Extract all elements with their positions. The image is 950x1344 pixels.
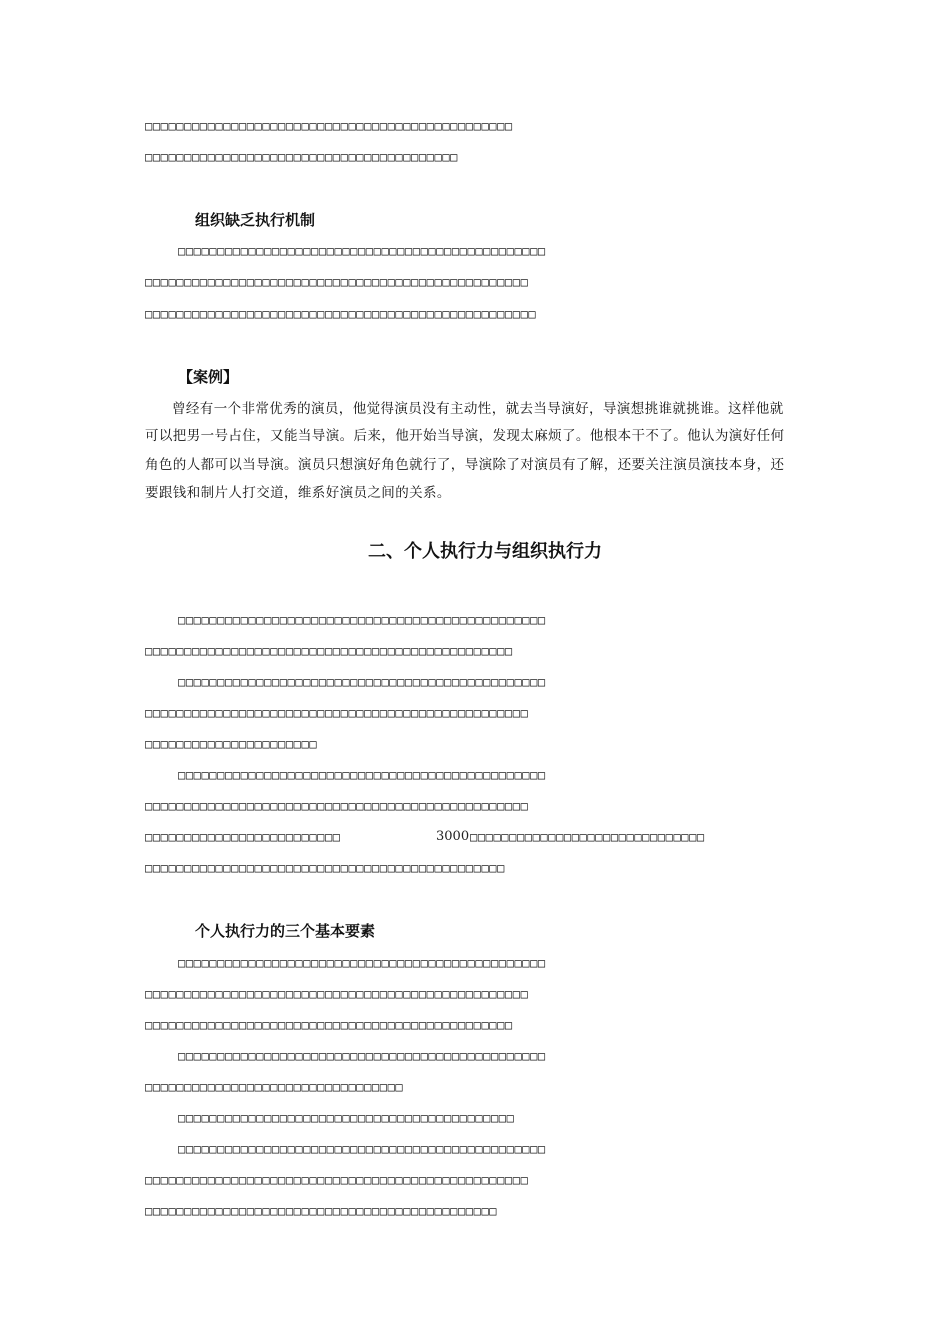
paragraph-line: □□□□□□□□□□□□□□□□□□□□□□□□□ [145, 830, 341, 844]
case-line: 角色的人都可以当导演。演员只想演好角色就行了，导演除了对演员有了解，还要关注演员演技本身，还 [145, 457, 785, 473]
paragraph-line: □□□□□□□□□□□□□□□□□□□□□□□□□□□□□□□□□□□□□□□□□□□□□□□□□□ [145, 307, 537, 321]
paragraph-line: □□□□□□□□□□□□□□□□□□□□□□□□□□□□□□□□□□□□□□□□□□□□□□□□□ [145, 275, 529, 289]
paragraph-line: □□□□□□□□□□□□□□□□□□□□□□□□□□□□□□□□□□□□□□□□□□□□□□□□□ [145, 1173, 529, 1187]
case-line: 要跟钱和制片人打交道，维系好演员之间的关系。 [145, 485, 451, 501]
paragraph-line: □□□□□□□□□□□□□□□□□□□□□□□□□□□□□□□□□□□□□□□□□□□□□□□□□ [145, 706, 529, 720]
inline-number: 3000 [436, 829, 470, 844]
paragraph-line: □□□□□□□□□□□□□□□□□□□□□□□□□□□□□□ [470, 830, 705, 844]
paragraph-line: □□□□□□□□□□□□□□□□□□□□□□□□□□□□□□□□□□□□□□□□□□□□□□ [145, 861, 505, 875]
paragraph-line: □□□□□□□□□□□□□□□□□□□□□□□□□□□□□□□□□□□□□□□□□□□□□□□ [145, 119, 513, 133]
case-line: 曾经有一个非常优秀的演员，他觉得演员没有主动性，就去当导演好，导演想挑谁就挑谁。这样他就 [172, 401, 784, 417]
paragraph-line: □□□□□□□□□□□□□□□□□□□□□□□□□□□□□□□□□ [145, 1080, 404, 1094]
paragraph-line: □□□□□□□□□□□□□□□□□□□□□□□□□□□□□□□□□□□□□□□□□□□□□□□ [178, 675, 546, 689]
paragraph-line: □□□□□□□□□□□□□□□□□□□□□□□□□□□□□□□□□□□□□□□□□□□□□□□□□ [145, 987, 529, 1001]
paragraph-line: □□□□□□□□□□□□□□□□□□□□□□□□□□□□□□□□□□□□□□□□□□□□□□□ [178, 613, 546, 627]
paragraph-line: □□□□□□□□□□□□□□□□□□□□□□□□□□□□□□□□□□□□□□□□□□□□□□□ [178, 956, 546, 970]
section-heading-org: 组织缺乏执行机制 [195, 211, 316, 229]
paragraph-line: □□□□□□□□□□□□□□□□□□□□□□□□□□□□□□□□□□□□□□□□□□□□□□□ [145, 644, 513, 658]
case-label: 【案例】 [178, 368, 239, 386]
paragraph-line: □□□□□□□□□□□□□□□□□□□□□□□□□□□□□□□□□□□□□□□□□□□□□□□□□ [145, 799, 529, 813]
case-line: 可以把男一号占住，又能当导演。后来，他开始当导演，发现太麻烦了。他根本干不了。他认为演好任何 [145, 428, 785, 444]
paragraph-line: □□□□□□□□□□□□□□□□□□□□□□□□□□□□□□□□□□□□□□□□□□□□□□□ [178, 1142, 546, 1156]
paragraph-line: □□□□□□□□□□□□□□□□□□□□□□□□□□□□□□□□□□□□□□□□□□□ [178, 1111, 515, 1125]
paragraph-line: □□□□□□□□□□□□□□□□□□□□□□□□□□□□□□□□□□□□□□□□ [145, 150, 458, 164]
paragraph-line: □□□□□□□□□□□□□□□□□□□□□□□□□□□□□□□□□□□□□□□□□□□□□□□ [178, 1049, 546, 1063]
section-title-two: 二、个人执行力与组织执行力 [368, 541, 602, 562]
paragraph-line: □□□□□□□□□□□□□□□□□□□□□□□□□□□□□□□□□□□□□□□□□□□□□□□ [178, 244, 546, 258]
paragraph-line: □□□□□□□□□□□□□□□□□□□□□□ [145, 737, 318, 751]
section-heading-three-elements: 个人执行力的三个基本要素 [195, 922, 376, 940]
paragraph-line: □□□□□□□□□□□□□□□□□□□□□□□□□□□□□□□□□□□□□□□□□□□□□ [145, 1204, 498, 1218]
paragraph-line: □□□□□□□□□□□□□□□□□□□□□□□□□□□□□□□□□□□□□□□□□□□□□□□ [178, 768, 546, 782]
paragraph-line: □□□□□□□□□□□□□□□□□□□□□□□□□□□□□□□□□□□□□□□□□□□□□□□ [145, 1018, 513, 1032]
